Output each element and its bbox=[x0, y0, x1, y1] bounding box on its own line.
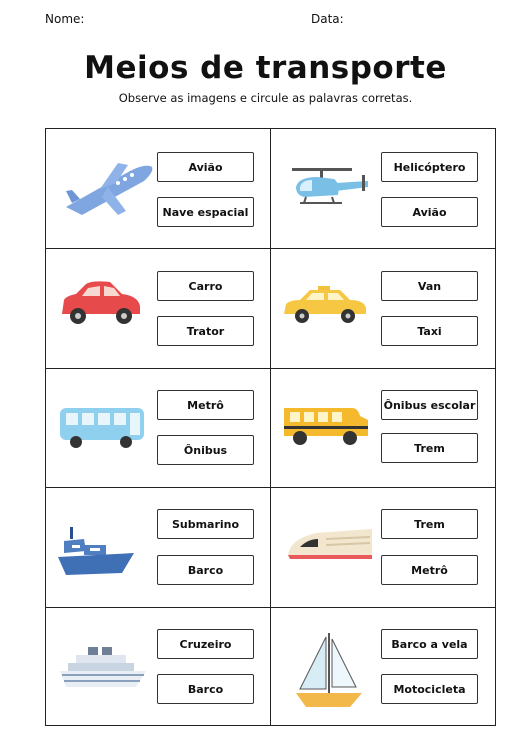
page-subtitle: Observe as imagens e circule as palavras corretas. bbox=[118, 91, 413, 105]
item-cell-school-bus bbox=[270, 368, 497, 487]
item-cell-sailboat bbox=[270, 607, 497, 727]
car-icon bbox=[58, 280, 144, 326]
option-button[interactable]: Taxi bbox=[381, 316, 478, 346]
option-button[interactable]: Metrô bbox=[157, 390, 254, 420]
option-button[interactable]: Barco bbox=[157, 555, 254, 585]
date-field bbox=[311, 12, 344, 26]
name-label: Nome: bbox=[45, 12, 85, 26]
ship-icon bbox=[56, 523, 136, 577]
option-button[interactable]: Barco bbox=[157, 674, 254, 704]
item-cell-helicopter bbox=[270, 129, 497, 248]
option-button[interactable]: Barco a vela bbox=[381, 629, 478, 659]
name-field bbox=[45, 12, 84, 26]
airplane-icon bbox=[60, 157, 160, 219]
option-button[interactable]: Carro bbox=[157, 271, 254, 301]
option-button[interactable]: Avião bbox=[157, 152, 254, 182]
bullet-train-icon bbox=[286, 525, 374, 569]
school-bus-icon bbox=[282, 402, 372, 448]
exercise-grid bbox=[45, 128, 496, 726]
item-cell-ship bbox=[46, 487, 270, 607]
option-button[interactable]: Motocicleta bbox=[381, 674, 478, 704]
option-button[interactable]: Ônibus bbox=[157, 435, 254, 465]
cruise-ship-icon bbox=[58, 641, 148, 697]
option-button[interactable]: Trator bbox=[157, 316, 254, 346]
item-cell-car bbox=[46, 248, 270, 368]
option-button[interactable]: Avião bbox=[381, 197, 478, 227]
taxi-icon bbox=[280, 282, 370, 326]
bus-icon bbox=[58, 404, 148, 450]
option-button[interactable]: Van bbox=[381, 271, 478, 301]
option-button[interactable]: Submarino bbox=[157, 509, 254, 539]
option-button[interactable]: Metrô bbox=[381, 555, 478, 585]
option-button[interactable]: Cruzeiro bbox=[157, 629, 254, 659]
option-button[interactable]: Ônibus escolar bbox=[381, 390, 478, 420]
sailboat-icon bbox=[292, 629, 364, 711]
item-cell-taxi bbox=[270, 248, 497, 368]
option-button[interactable]: Trem bbox=[381, 509, 478, 539]
item-cell-airplane bbox=[46, 129, 270, 248]
date-label: Data: bbox=[311, 12, 344, 26]
option-button[interactable]: Trem bbox=[381, 433, 478, 463]
option-button[interactable]: Nave espacial bbox=[157, 197, 254, 227]
page-title: Meios de transporte bbox=[84, 50, 447, 86]
item-cell-bullet-train bbox=[270, 487, 497, 607]
option-button[interactable]: Helicóptero bbox=[381, 152, 478, 182]
item-cell-bus bbox=[46, 368, 270, 487]
item-cell-cruise-ship bbox=[46, 607, 270, 727]
helicopter-icon bbox=[282, 165, 370, 215]
